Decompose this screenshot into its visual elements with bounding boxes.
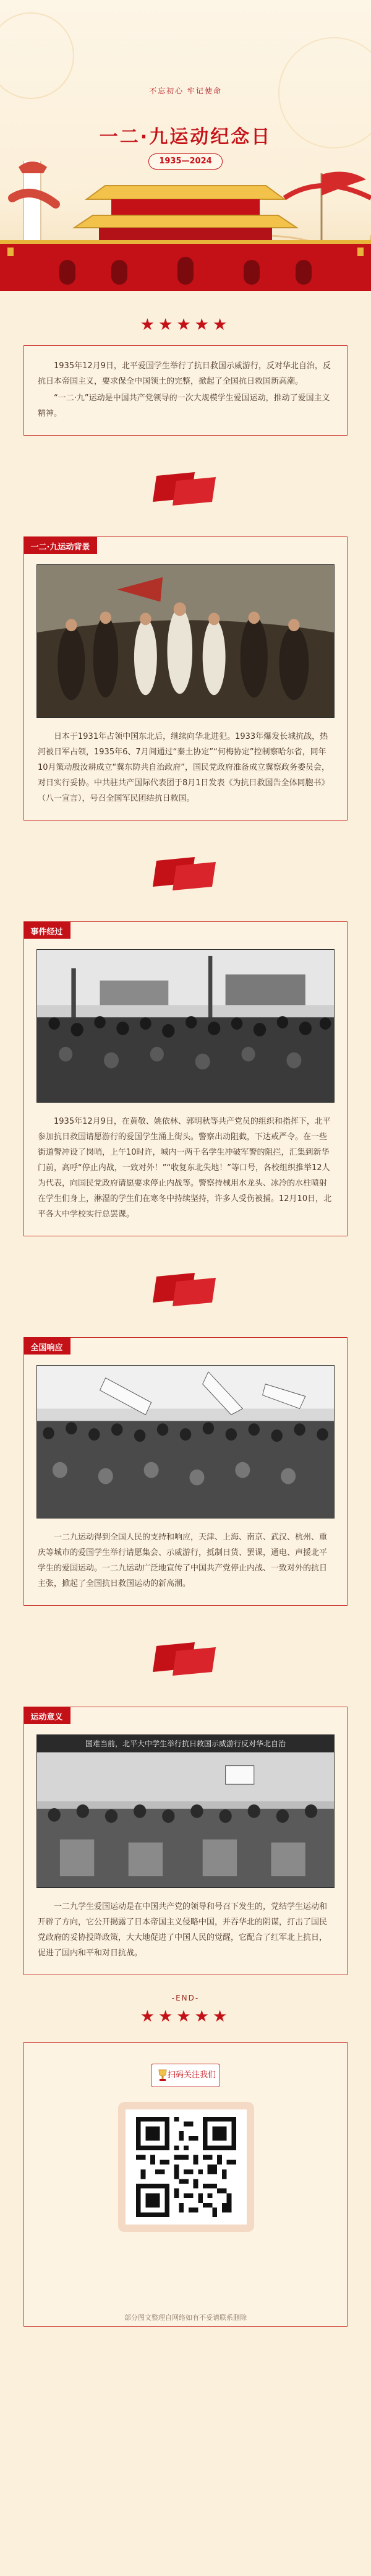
- page-title: 一二·九运动纪念日: [99, 126, 272, 148]
- archival-group-image: [36, 1734, 335, 1888]
- follow-us-button[interactable]: [151, 2064, 220, 2087]
- section-response: [23, 1337, 348, 1606]
- section-background: [23, 536, 348, 821]
- section-events: [23, 921, 348, 1236]
- qr-frame: [118, 2102, 254, 2232]
- section-paragraph: 一二九学生爱国运动是在中国共产党的领导和号召下发生的，党结学生运动和开辟了方向，它公开揭露了日本帝国主义侵略中国，并吞华北的阴谋，打击了国民党政府的妥协投降政策，大大地促进了中国人民的觉醒，它配合了红军北上抗日，促进了国内和平和对日抗战。: [38, 1902, 328, 1958]
- hero-banner: [0, 0, 371, 291]
- banner-rally-image: [36, 1365, 335, 1518]
- bottom-spacer: [0, 2327, 371, 2364]
- trophy-icon: [156, 2069, 169, 2082]
- follow-label: 扫码关注我们: [168, 2070, 216, 2080]
- red-flag-icon: [284, 172, 371, 248]
- section-tab: 运动意义: [23, 1707, 70, 1724]
- year-range-badge: 1935—2024: [148, 153, 223, 170]
- hero-slogan: 不忘初心 牢记使命: [149, 87, 222, 95]
- red-ribbon-icon: [151, 855, 220, 892]
- follow-panel: [23, 2042, 348, 2327]
- section-significance: [23, 1707, 348, 1975]
- section-tab: 事件经过: [23, 921, 70, 939]
- stars-divider: ★★★★★: [140, 2007, 231, 2026]
- end-label: -END-: [171, 1994, 200, 2002]
- copyright-note: 部分图文整理自网络如有不妥请联系删除: [124, 2314, 247, 2322]
- section-tab: 全国响应: [23, 1337, 70, 1355]
- image-caption: 国难当前，北平大中学生举行抗日救国示威游行反对华北自治: [37, 1735, 334, 1752]
- intro-paragraph: “一二·九”运动是中国共产党领导的一次大规模学生爱国运动，推动了爱国主义精神。: [38, 394, 330, 418]
- tiananmen-illustration: [0, 161, 371, 291]
- student-crowd-image: [36, 949, 335, 1103]
- intro-panel: [23, 345, 348, 436]
- red-ribbon-icon: [151, 1640, 220, 1677]
- section-paragraph: 日本于1931年占领中国东北后，继续向华北进犯。1933年爆发长城抗战，热河被日军占领，1935年6、7月间通过“秦土协定”“何梅协定”控制察哈尔省，同年10月策动殷汝耕成立“冀东防共自治政府”，国民党政府准备成立冀察政务委员会，对日实行妥协。中共驻共产国际代表团于8月1日发表《为抗日救国告全体同胞书》（八一宣言），号召全国军民团结抗日救国。: [38, 732, 330, 803]
- intro-paragraph: 1935年12月9日，北平爱国学生举行了抗日救国示威游行，反对华北自治，反抗日本帝国主义，要求保全中国领土的完整，掀起了全国抗日救国新高潮。: [38, 361, 331, 386]
- protest-painting-image: [36, 564, 335, 718]
- section-paragraph: 一二九运动得到全国人民的支持和响应，天津、上海、南京、武汉、杭州、重庆等城市的爱国学生举行请愿集会、示威游行，抵制日货、罢课，通电、声援北平学生的爱国运动。一二九运动广泛地宣传了中国共产党停止内战、一致对外的抗日主张，掀起了全国抗日救国运动的新高潮。: [38, 1533, 328, 1588]
- stars-divider: ★★★★★: [140, 316, 231, 334]
- red-ribbon-icon: [151, 470, 220, 507]
- qr-code-icon[interactable]: [136, 2117, 236, 2217]
- red-ribbon-icon: [151, 1270, 220, 1307]
- section-paragraph: 1935年12月9日，在黄敬、姚依林、郭明秋等共产党员的组织和指挥下，北平参加抗日救国请愿游行的爱国学生涌上街头。警察出动阻截，下达戒严令。在一些街道警冲设了岗哨，上午10时许，城内一两千名学生冲破军警的阻拦，汇集到新华门前，高呼“停止内战，一致对外！”“收复东北失地！”等口号，各校组织推举12人为代表，向国民党政府请愿要求停止内战等。警察持械用水龙头、冰冷的水柱喷射在学生们身上，淋湿的学生们在寒冬中持续坚持，许多人受伤被捕。12月10日，北平各大中学校实行总罢课。: [38, 1117, 332, 1219]
- section-tab: 一二·九运动背景: [23, 536, 98, 554]
